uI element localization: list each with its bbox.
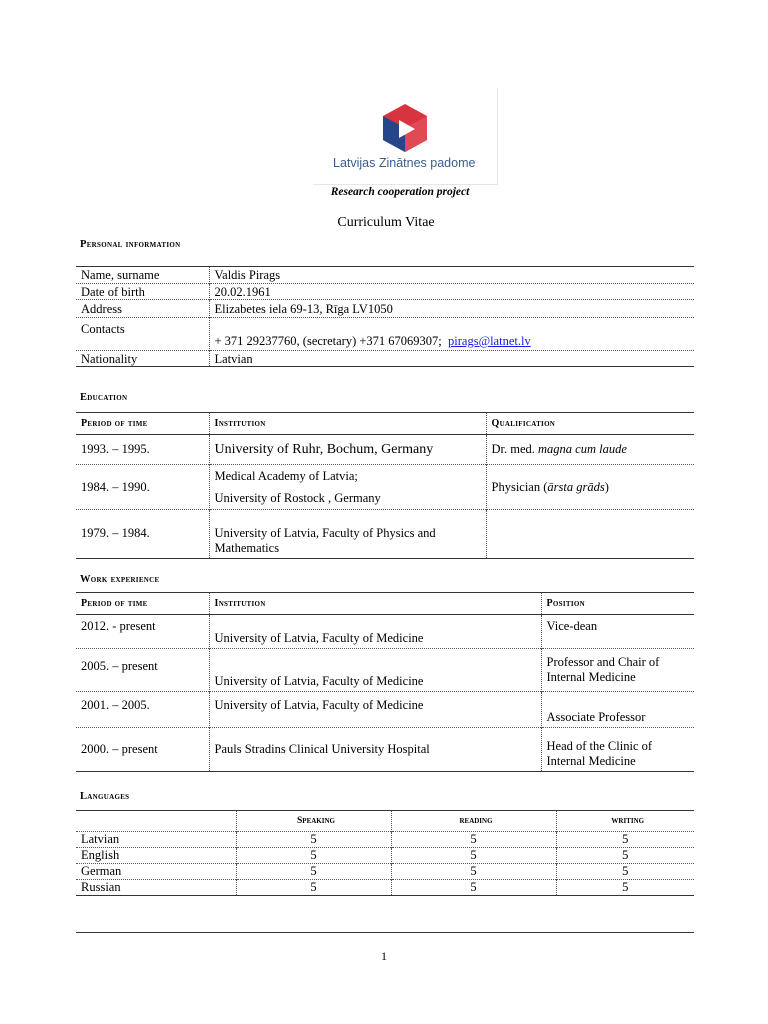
row-value: 20.02.1961 (209, 284, 694, 300)
col-institution: Institution (209, 593, 541, 615)
period-cell: 2000. – present (76, 728, 209, 772)
row-value: Latvian (209, 351, 694, 367)
reading-level: 5 (391, 864, 556, 880)
col-position: Position (541, 593, 694, 615)
col-language (76, 811, 236, 832)
row-label: Contacts (76, 318, 209, 351)
qualification-cell: Dr. med. magna cum laude (486, 435, 694, 465)
institution-cell: Medical Academy of Latvia; University of Rostock , Germany (209, 465, 486, 510)
table-row (76, 351, 694, 367)
table-row (76, 267, 694, 284)
table-row (76, 692, 694, 728)
reading-level: 5 (391, 848, 556, 864)
table-row (76, 848, 694, 864)
table-row (76, 435, 694, 465)
language-name: Russian (76, 880, 236, 896)
period-cell: 2001. – 2005. (76, 692, 209, 728)
page-number: 1 (381, 949, 387, 963)
table-row (76, 510, 694, 559)
col-institution: Institution (209, 413, 486, 435)
table-header-row (76, 413, 694, 435)
personal-info-table (76, 266, 694, 367)
position-cell: Professor and Chair of Internal Medicine (541, 649, 694, 692)
table-row (76, 649, 694, 692)
col-speaking: Speaking (236, 811, 391, 832)
institution-cell: University of Ruhr, Bochum, Germany (209, 435, 486, 465)
institution-cell: University of Latvia, Faculty of Physics and Mathematics (209, 510, 486, 559)
table-header-row (76, 811, 694, 832)
row-label: Address (76, 300, 209, 318)
col-period: Period of time (76, 593, 209, 615)
project-subtitle: Research cooperation project (330, 186, 470, 198)
institution-cell: University of Latvia, Faculty of Medicine (209, 615, 541, 649)
table-row (76, 832, 694, 848)
language-name: German (76, 864, 236, 880)
work-experience-heading: Work experience (80, 574, 160, 585)
logo-text: Latvijas Zinātnes padome (333, 156, 476, 170)
contacts-value (209, 318, 694, 351)
footer-divider (76, 932, 694, 933)
institution-cell: University of Latvia, Faculty of Medicine (209, 649, 541, 692)
row-value: Elizabetes iela 69-13, Rīga LV1050 (209, 300, 694, 318)
writing-level: 5 (556, 880, 694, 896)
col-period: Period of time (76, 413, 209, 435)
table-row (76, 728, 694, 772)
speaking-level: 5 (236, 864, 391, 880)
row-label: Date of birth (76, 284, 209, 300)
council-logo-icon (379, 102, 431, 154)
row-label: Name, surname (76, 267, 209, 284)
table-row (76, 880, 694, 896)
period-cell: 1993. – 1995. (76, 435, 209, 465)
speaking-level: 5 (236, 848, 391, 864)
row-label: Nationality (76, 351, 209, 367)
reading-level: 5 (391, 832, 556, 848)
institution-cell: Pauls Stradins Clinical University Hospital (209, 728, 541, 772)
period-cell: 2005. – present (76, 649, 209, 692)
period-cell: 1979. – 1984. (76, 510, 209, 559)
period-cell: 1984. – 1990. (76, 465, 209, 510)
phone-numbers: + 371 29237760, (secretary) +371 67069307; (214, 334, 442, 348)
reading-level: 5 (391, 880, 556, 896)
qualification-cell (486, 510, 694, 559)
institution-cell: University of Latvia, Faculty of Medicine (209, 692, 541, 728)
writing-level: 5 (556, 864, 694, 880)
speaking-level: 5 (236, 880, 391, 896)
language-name: Latvian (76, 832, 236, 848)
qualification-cell: Physician (ārsta grāds) (486, 465, 694, 510)
col-qualification: Qualification (486, 413, 694, 435)
table-row (76, 615, 694, 649)
education-heading: Education (80, 392, 128, 403)
personal-info-heading: Personal information (80, 239, 181, 250)
period-cell: 2012. - present (76, 615, 209, 649)
position-cell: Vice-dean (541, 615, 694, 649)
writing-level: 5 (556, 832, 694, 848)
table-row (76, 318, 694, 351)
speaking-level: 5 (236, 832, 391, 848)
table-row (76, 864, 694, 880)
table-row (76, 300, 694, 318)
page-title: Curriculum Vitae (337, 215, 435, 230)
position-cell: Associate Professor (541, 692, 694, 728)
work-experience-table (76, 592, 694, 772)
education-table (76, 412, 694, 559)
position-cell: Head of the Clinic of Internal Medicine (541, 728, 694, 772)
table-row (76, 284, 694, 300)
email-link[interactable]: pirags@latnet.lv (448, 334, 531, 348)
col-writing: writing (556, 811, 694, 832)
writing-level: 5 (556, 848, 694, 864)
table-row (76, 465, 694, 510)
language-name: English (76, 848, 236, 864)
languages-table (76, 810, 694, 896)
col-reading: reading (391, 811, 556, 832)
row-value: Valdis Pirags (209, 267, 694, 284)
table-header-row (76, 593, 694, 615)
languages-heading: Languages (80, 791, 130, 802)
